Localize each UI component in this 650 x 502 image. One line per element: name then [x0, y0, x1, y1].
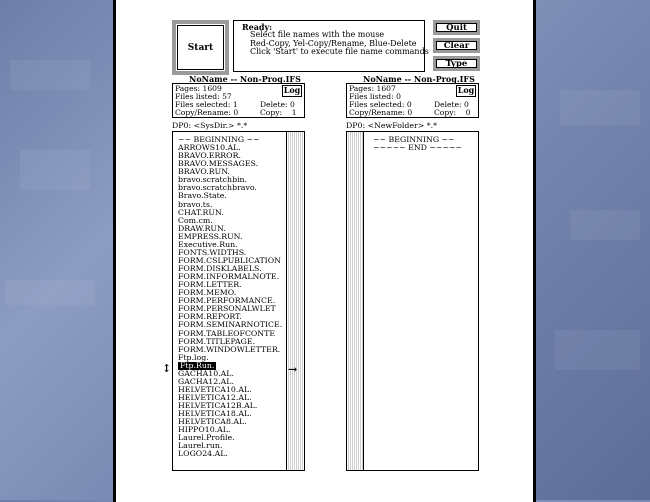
- file-name: FORM.REPORT.: [178, 312, 242, 322]
- list-item[interactable]: [178, 450, 282, 458]
- quit-button[interactable]: [433, 20, 480, 35]
- quit-button-label: Quit: [436, 23, 477, 32]
- file-name: bravo.ts.: [178, 199, 213, 209]
- type-button-label: Type: [436, 59, 477, 68]
- list-item[interactable]: [373, 144, 462, 152]
- right-scrollbar[interactable]: [347, 132, 364, 470]
- file-name: GACHA12.AL.: [178, 376, 234, 386]
- file-name: BRAVO.ERROR.: [178, 151, 241, 161]
- start-button-label: Start: [177, 25, 224, 70]
- file-name: FORM.TITLEPAGE.: [178, 336, 256, 346]
- file-name: HELVETICA8.AL.: [178, 417, 247, 427]
- left-log-button[interactable]: Log: [283, 85, 301, 96]
- pages-count: Pages: 1607: [349, 84, 396, 93]
- left-directory-title: NoName -- Non-Prog.IFS: [189, 74, 301, 84]
- left-file-list[interactable]: [172, 131, 305, 471]
- file-name: FONTS.WIDTHS.: [178, 247, 247, 257]
- file-name: FORM.CSLPUBLICATION: [178, 255, 281, 265]
- left-path-label: DP0: <SysDir.> *.*: [172, 121, 248, 130]
- right-path-label: DP0: <NewFolder> *.*: [346, 121, 437, 130]
- status-line: Red-Copy, Yel-Copy/Rename, Blue-Delete: [250, 38, 417, 48]
- status-line: Select file names with the mouse: [250, 30, 385, 40]
- right-log-button[interactable]: Log: [457, 85, 475, 96]
- file-name: BRAVO.MESSAGES.: [178, 159, 259, 169]
- right-directory-title: NoName -- Non-Prog.IFS: [363, 74, 475, 84]
- file-name: Ftp.log.: [178, 352, 209, 362]
- status-message: [233, 20, 429, 72]
- clear-button-label: Clear: [436, 41, 477, 50]
- file-name: FORM.PERFORMANCE.: [178, 296, 276, 306]
- file-name: Executive.Run.: [178, 239, 238, 249]
- file-name: Laurel.run.: [178, 441, 223, 451]
- file-name: FORM.TABLEOFCONTE: [178, 328, 276, 338]
- file-name: FORM.INFORMALNOTE.: [178, 272, 280, 282]
- status-title: Ready:: [242, 22, 273, 32]
- updown-arrow-icon[interactable]: ↕: [162, 362, 172, 375]
- file-name: HIPPO10.AL.: [178, 425, 231, 435]
- file-name: Com.cm.: [178, 215, 213, 225]
- file-name: FORM.DISKLABELS.: [178, 264, 262, 273]
- file-name: bravo.scratchbin.: [178, 175, 248, 185]
- file-name: FORM.MEMO.: [178, 288, 237, 298]
- left-stats-panel: [172, 83, 305, 118]
- copy-rename-count: Copy/Rename: 0: [349, 107, 413, 117]
- file-name: HELVETICA12B.AL.: [178, 401, 258, 411]
- file-name: FORM.LETTER.: [178, 280, 242, 290]
- status-line: Click 'Start' to execute file name commands: [250, 47, 429, 57]
- file-manager-screen: [113, 0, 536, 502]
- file-name: Ftp.Run.: [180, 360, 215, 370]
- file-name: EMPRESS.RUN.: [178, 231, 243, 241]
- file-name: BRAVO.RUN.: [178, 167, 230, 177]
- file-name: bravo.scratchbravo.: [178, 183, 257, 193]
- file-name: FORM.SEMINARNOTICE.: [178, 320, 283, 330]
- files-listed: Files listed: 0: [349, 91, 401, 101]
- right-arrow-icon: →: [288, 363, 298, 376]
- file-name: ~~ BEGINNING ~~: [178, 135, 260, 144]
- right-file-items: [373, 136, 462, 152]
- delete-count: Delete: 0: [260, 99, 295, 109]
- copy-count: Copy: 0: [434, 107, 471, 117]
- file-name: ~~ BEGINNING ~~: [373, 135, 455, 144]
- file-name: HELVETICA12.AL.: [178, 393, 252, 402]
- file-name: ARROWS10.AL.: [178, 143, 241, 153]
- file-name: DRAW.RUN.: [178, 223, 226, 233]
- left-scrollbar[interactable]: [286, 132, 303, 470]
- right-stats-panel: [346, 83, 479, 118]
- type-button[interactable]: [433, 56, 480, 71]
- start-button[interactable]: [172, 20, 229, 75]
- pages-count: Pages: 1609: [175, 84, 222, 93]
- delete-count: Delete: 0: [434, 99, 469, 109]
- file-name: CHAT.RUN.: [178, 207, 224, 217]
- right-file-list[interactable]: [346, 131, 479, 471]
- files-listed: Files listed: 57: [175, 91, 232, 101]
- file-name: Laurel.Profile.: [178, 433, 235, 443]
- files-selected: Files selected: 1: [175, 99, 238, 109]
- files-selected: Files selected: 0: [349, 99, 412, 109]
- copy-count: Copy: 1: [260, 107, 297, 117]
- file-name: ~~~~~ END ~~~~~: [373, 143, 463, 153]
- file-name: Bravo.State.: [178, 191, 227, 201]
- file-name: GACHA10.AL.: [178, 368, 234, 378]
- file-name: FORM.PERSONALWLET: [178, 304, 276, 314]
- file-name: FORM.WINDOWLETTER.: [178, 344, 281, 354]
- copy-rename-count: Copy/Rename: 0: [175, 107, 239, 117]
- left-file-items: [178, 136, 282, 459]
- file-name: HELVETICA18.AL.: [178, 409, 252, 419]
- file-name: HELVETICA10.AL.: [178, 384, 252, 394]
- clear-button[interactable]: [433, 38, 480, 53]
- file-name: LOGO24.AL.: [178, 449, 228, 459]
